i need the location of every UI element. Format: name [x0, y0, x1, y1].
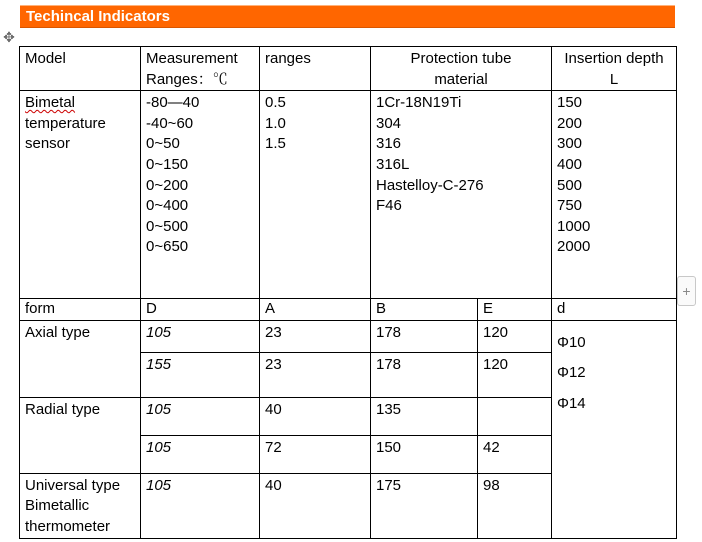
axial-row1-A: 23	[260, 320, 371, 352]
axial-row2-B: 178	[371, 352, 478, 397]
header-measurement-ranges: Measurement Ranges：℃	[141, 47, 260, 91]
measurement-ranges-cell: -80—40 -40~60 0~50 0~150 0~200 0~400 0~500 0~650	[141, 91, 260, 299]
universal-row1-E: 98	[478, 473, 552, 538]
header-model: Model	[20, 47, 141, 91]
header-ranges: ranges	[260, 47, 371, 91]
add-column-icon[interactable]: +	[677, 276, 696, 306]
insertion-depth-cell: 150 200 300 400 500 750 1000 2000	[552, 91, 677, 299]
radial-row1-B: 135	[371, 397, 478, 435]
universal-row1-D: 105	[141, 473, 260, 538]
table-move-icon[interactable]: ✥	[3, 29, 15, 45]
section-banner	[20, 5, 675, 28]
materials-cell: 1Cr-18N19Ti 304 316 316L Hastelloy-C-276 F46	[371, 91, 552, 299]
header-d: d	[552, 299, 677, 321]
radial-row1-E	[478, 397, 552, 435]
axial-row2-D: 155	[141, 352, 260, 397]
header-insertion-depth: Insertion depth L	[552, 47, 677, 91]
d-values-continuation	[552, 435, 677, 538]
axial-type-label: Axial type	[20, 320, 141, 397]
radial-type-label: Radial type	[20, 397, 141, 473]
radial-row2-A: 72	[260, 435, 371, 473]
universal-type-label: Universal type Bimetallic thermometer	[20, 473, 141, 538]
header-form: form	[20, 299, 141, 321]
radial-row2-D: 105	[141, 435, 260, 473]
axial-row1-D: 105	[141, 320, 260, 352]
radial-row2-B: 150	[371, 435, 478, 473]
header-A: A	[260, 299, 371, 321]
d-values-cell: Φ10 Φ12 Φ14	[552, 320, 677, 435]
technical-indicators-table	[19, 46, 677, 539]
radial-row1-D: 105	[141, 397, 260, 435]
radial-row1-A: 40	[260, 397, 371, 435]
header-E: E	[478, 299, 552, 321]
axial-row1-E: 120	[478, 320, 552, 352]
header-protection-tube-material: Protection tube material	[371, 47, 552, 91]
model-cell: Bimetal temperature sensor	[20, 91, 141, 299]
header-D: D	[141, 299, 260, 321]
axial-row2-A: 23	[260, 352, 371, 397]
universal-row1-B: 175	[371, 473, 478, 538]
axial-row1-B: 178	[371, 320, 478, 352]
header-B: B	[371, 299, 478, 321]
section-title: Techincal Indicators	[26, 8, 170, 25]
universal-row1-A: 40	[260, 473, 371, 538]
ranges-cell: 0.5 1.0 1.5	[260, 91, 371, 299]
axial-row2-E: 120	[478, 352, 552, 397]
radial-row2-E: 42	[478, 435, 552, 473]
